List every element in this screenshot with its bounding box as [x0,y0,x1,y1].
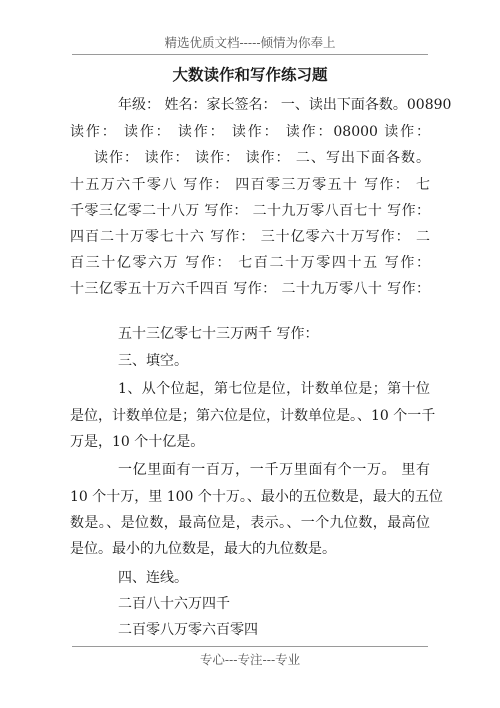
text-line: 数是。、是位数，最高位是，表示。、一个九位数，最高位 [70,515,430,531]
text-line: 二百零八万零六百零四 [118,622,258,638]
section-heading: 四、连线。 [118,570,188,586]
text-line: 读作： 读作： 读作： 读作： 读作：08000 读作： [70,124,430,140]
text-line: 1、从个位起，第七位是位，计数单位是；第十位 [118,381,430,397]
text-line: 二百八十六万四千 [118,596,230,612]
text-line: 万是，10 个十亿是。 [70,434,205,450]
text-line: 五十三亿零七十三万两千 写作： [118,326,319,342]
text-line: 四百二十万零七十六 写作： 三十亿零六十万写作： 二 [70,229,430,245]
footer-divider [72,646,428,647]
text-line: 一亿里面有一百万，一千万里面有个一万。 里有 [118,462,430,478]
text-line: 10 个十万，里 100 个十万。、最小的五位数是，最大的五位 [70,489,443,505]
text-line: 十三亿零五十万六千四百 写作： 二十九万零八十 写作： [70,281,430,297]
text-line: 是位。最小的九位数是，最大的九位数是。 [70,541,336,557]
text-line: 是位，计数单位是；第六位是位，计数单位是。、10 个一千 [70,408,436,424]
page-title: 大数读作和写作练习题 [172,65,328,84]
page-header: 精选优质文档-----倾情为你奉上 [164,35,336,50]
page-footer: 专心---专注---专业 [199,652,301,667]
header-divider [72,54,428,55]
text-line: 千零三亿零二十八万 写作： 二十九万零八百七十 写作： [70,203,430,219]
text-line: 读作： 读作： 读作： 读作： 二、写出下面各数。 [94,150,430,166]
text-line: 十五万六千零八 写作： 四百零三万零五十 写作： 七 [70,177,430,193]
text-line: 百三十亿零六万 写作： 七百二十万零四十五 写作： [70,255,430,271]
section-heading: 三、填空。 [118,353,188,369]
text-line: 年级： 姓名：家长签名： 一、读出下面各数。00890 [118,97,452,113]
